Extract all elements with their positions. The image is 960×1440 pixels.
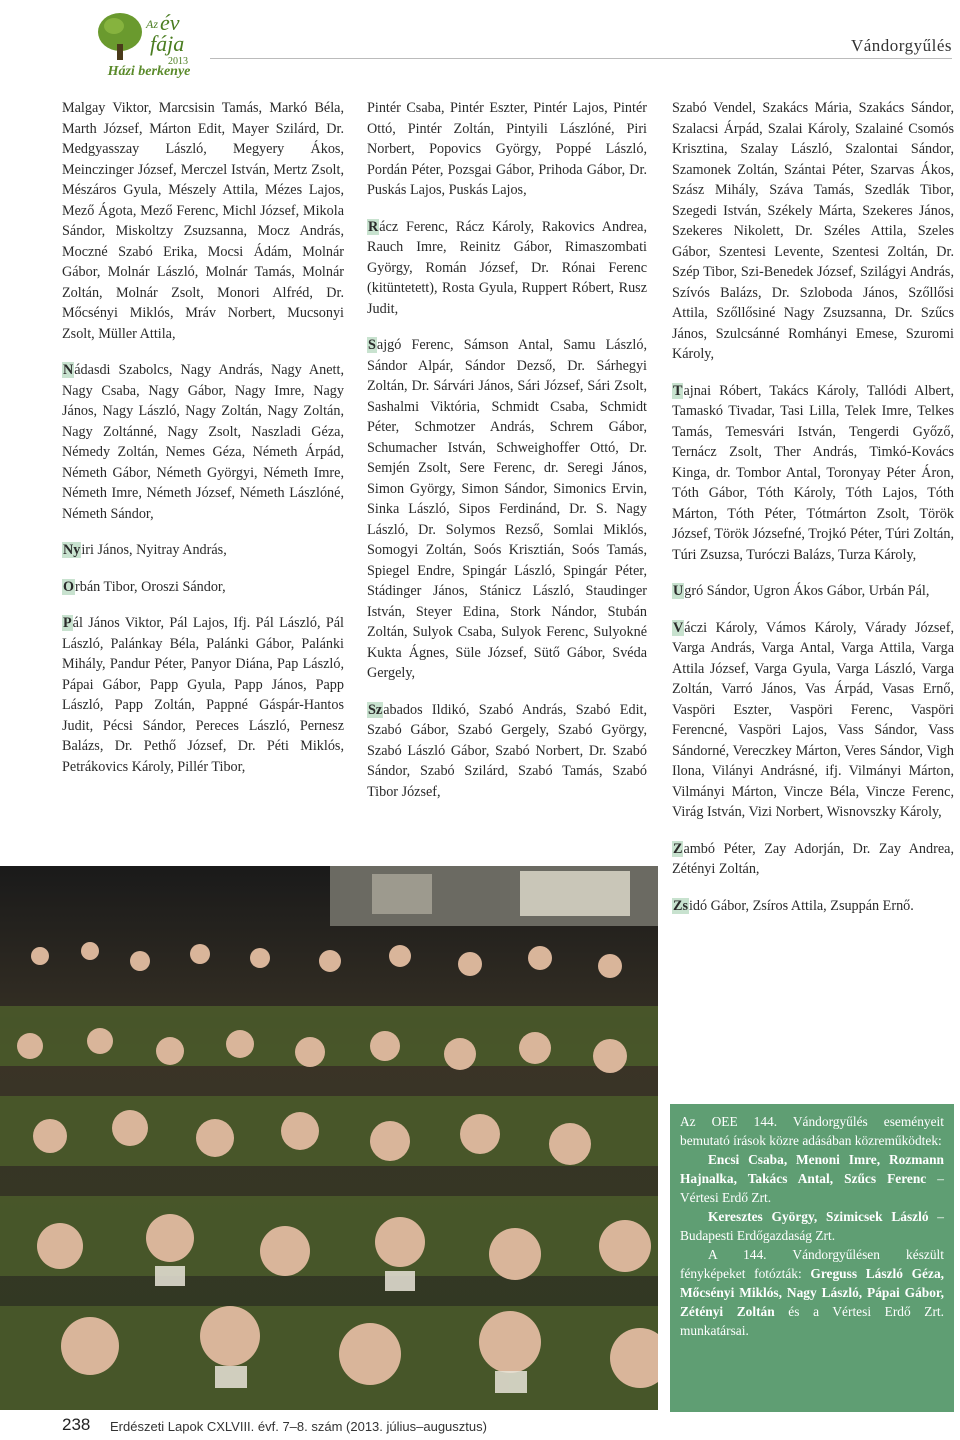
initial-letter: Z bbox=[673, 840, 683, 857]
logo-subtitle: Házi berkenye bbox=[107, 64, 191, 79]
names-text: Szabó Vendel, Szakács Mária, Szakács Sándor, Szalacsi Árpád, Szalai Károly, Szalainé Csomós Krisztina, Szalay László, Szalontai Sándor, Szamonek Zoltán, Szántai Péter, Szarvas Ákos, Szász Mihály, Száva Tamás, Szedlák Tibor, Szegedi István, Székely Márta, Szekeres János, Szekeres Nikolett, Dr. Széles Attila, Szeles Gábor, Szentesi Levente, Szentesi Zoltán, Dr. Szép Tibor, Szi-Benedek József, Szilágyi András, Szívós Balázs, Dr. Szloboda János, Szőllősi Attila, Szőllősiné Nagy Zsuzsanna, Dr. Szűcs János, Szulcsánné Romhányi Emese, Szuromi Károly, bbox=[672, 100, 954, 362]
names-text: Pintér Csaba, Pintér Eszter, Pintér Lajos, Pintér Ottó, Pintér Zoltán, Pintyili Lászlóné, Piri Norbert, Popovics György, Poppé László, Pordán Péter, Pozsgai Gábor, Prihoda Gábor, Dr. Puskás Lajos, Puskás Lajos, bbox=[367, 100, 647, 198]
name-paragraph bbox=[62, 540, 344, 561]
column-3 bbox=[672, 98, 954, 932]
initial-letter: R bbox=[368, 218, 379, 235]
name-paragraph bbox=[367, 335, 647, 684]
header-rule bbox=[210, 58, 952, 59]
initial-letter: Zs bbox=[673, 897, 688, 914]
name-paragraph bbox=[367, 217, 647, 320]
credits-photo-intro: A 144. Vándorgyűlésen készült fényképeket fotózták: bbox=[680, 1247, 944, 1281]
name-paragraph bbox=[672, 896, 954, 917]
credits-names: Encsi Csaba, Menoni Imre, Rozmann Hajnalka, Takács Antal, Szűcs Ferenc bbox=[680, 1152, 944, 1186]
audience-photo-image bbox=[0, 866, 658, 1410]
credits-org: és a Vértesi Erdő Zrt. munkatársai. bbox=[680, 1304, 945, 1338]
names-text: ádasdi Szabolcs, Nagy András, Nagy Anett, Nagy Csaba, Nagy Gábor, Nagy Imre, Nagy János, Nagy László, Nagy Zoltán, Nagy Zoltán, Nagy Zoltánné, Nagy Zsolt, Naszladi Géza, Némedy Zoltán, Nemes Géza, Németh Árpád, Németh Gábor, Németh Györgyi, Németh Imre, Németh Imre, Németh József, Németh Lászlóné, Németh Sándor, bbox=[62, 362, 344, 522]
names-text: Malgay Viktor, Marcsisin Tamás, Markó Béla, Marth József, Márton Edit, Mayer Szilárd, Dr. Medgyasszay László, Megyery Ákos, Meinczinger József, Merczel István, Mertz Zsolt, Mészáros Gyula, Mészely Attila, Mézes Lajos, Mező Ágota, Mező Ferenc, Michl József, Mikola Sándor, Miskoltzy Zsuzsanna, Mocz András, Moczné Szabó Erika, Mocsi Ádám, Molnár Gábor, Molnár László, Molnár Tamás, Molnár Zoltán, Molnár Zsolt, Monori Alfréd, Dr. Mőcsényi Miklós, Mráv Norbert, Mucsonyi Zsolt, Müller Attila, bbox=[62, 100, 344, 342]
credits-org: – Vértesi Erdő Zrt. bbox=[680, 1171, 944, 1205]
logo-year: 2013 bbox=[168, 56, 188, 67]
initial-letter: N bbox=[63, 362, 74, 378]
names-text: iri János, Nyitray András, bbox=[81, 542, 227, 558]
logo-az: Az bbox=[146, 17, 158, 31]
name-paragraph bbox=[62, 360, 344, 524]
name-paragraph bbox=[672, 98, 954, 365]
initial-letter: U bbox=[673, 583, 684, 599]
name-paragraph bbox=[672, 381, 954, 566]
names-text: ácz Ferenc, Rácz Károly, Rakovics Andrea, Rauch Imre, Reinitz Gábor, Rimaszombati György, Román József, Dr. Rónai Ferenc (kitüntetett), Rosta Gyula, Ruppert Róbert, Rusz Judit, bbox=[367, 218, 647, 317]
page-number: 238 bbox=[62, 1415, 91, 1434]
names-text: gró Sándor, Ugron Ákos Gábor, Urbán Pál, bbox=[684, 583, 930, 599]
initial-letter: O bbox=[63, 578, 75, 595]
name-paragraph bbox=[367, 700, 647, 803]
journal-citation: Erdészeti Lapok CXLVIII. évf. 7–8. szám (2013. július–augusztus) bbox=[110, 1419, 487, 1434]
names-text: idó Gábor, Zsíros Attila, Zsuppán Ernő. bbox=[688, 897, 914, 914]
logo-ev: év bbox=[160, 10, 180, 35]
name-paragraph bbox=[62, 577, 344, 598]
names-text: ajgó Ferenc, Sámson Antal, Samu László, Sándor Alpár, Sándor Dezső, Dr. Sárhegyi Zoltán, Dr. Sárvári János, Sári József, Sári Zsolt, Sashalmi Viktória, Schmidt Csaba, Schmidt Péter, Schmotzer András, Schrem Gábor, Schumacher István, Schweighoffer Ottó, Dr. Semjén Zsolt, Sere Ferenc, dr. Seregi János, Simon György, Simon Sándor, Simonics Ervin, Sinka László, Sipos Ferdinánd, Dr. S. Nagy László, Dr. Solymos Rezső, Somlai Miklós, Somogyi Zoltán, Soós Krisztián, Soós Tamás, Spiegel Endre, Spingár László, Spingár Péter, Stádinger János, Stánicz László, Staudinger István, Steyer Edina, Stork Nándor, Stubán Zoltán, Sulyok Csaba, Sulyok Ferenc, Sulyokné Kukta Ágnes, Süle József, Sütő Gábor, Svéda Gergely, bbox=[367, 337, 647, 681]
credits-names: Greguss László Géza, Mőcsényi Miklós, Nagy László, Pápai Gábor, Zétényi Zoltán bbox=[680, 1266, 944, 1319]
name-paragraph bbox=[62, 613, 344, 777]
credits-org: – Budapesti Erdőgazdaság Zrt. bbox=[680, 1209, 945, 1243]
names-text: ál János Viktor, Pál Lajos, Ifj. Pál László, Pál László, Palánkay Béla, Palánki Gábor, Palánki Mihály, Pandur Péter, Panyor Diána, Pap László, Pápai Gábor, Papp Gyula, Papp János, Papp László, Papp Zoltán, Pappné Gáspár-Hantos Judit, Pécsi Sándor, Pereces László, Pernesz Balázs, Dr. Pethő József, Dr. Péti Miklós, Petrákovics Károly, Pillér Tibor, bbox=[62, 615, 344, 775]
credits-authors-budapest bbox=[680, 1207, 944, 1245]
names-text: ajnai Róbert, Takács Károly, Tallódi Albert, Tamaskó Tivadar, Tasi Lilla, Telek Imre, Telkes Tamás, Temesvári István, Tengerdi Győző, Ternácz Zsolt, Ther András, Timkó-Kovács Kinga, dr. Tombor Antal, Toronyay Péter Áron, Tóth Gábor, Tóth Károly, Tóth Lajos, Tóth Márton, Tóth Péter, Tótmárton Zsolt, Török József, Török Józsefné, Trojkó Péter, Túri Zoltán, Túri Zsuzsa, Turóczi Balázs, Turza Károly, bbox=[672, 382, 954, 563]
initial-letter: T bbox=[673, 382, 683, 399]
column-1 bbox=[62, 98, 344, 793]
credits-intro: Az OEE 144. Vándorgyűlés eseményeit bemutató írások közre adásában közreműködtek: bbox=[680, 1114, 944, 1148]
initial-letter: Sz bbox=[368, 701, 383, 718]
initial-letter: Ny bbox=[63, 542, 81, 558]
names-text: áczi Károly, Vámos Károly, Várady József, Varga András, Varga Antal, Varga Attila, Varga Attila József, Varga Gyula, Varga László, Varga Zoltán, Varró János, Vas Árpád, Vasas Ernő, Vaspöri Eszter, Vaspöri Ferenc, Vaspöri Ferencné, Vaspöri Lajos, Vass Sándor, Vass Sándorné, Vereczkey Márton, Veres Sándor, Vigh Ilona, Vilányi Andrásné, ifj. Vilmányi Márton, Vilmányi Márton, Vincze Béla, Vincze Ferenc, Virág István, Vizi Norbert, Wisnovszky Károly, bbox=[672, 619, 954, 820]
names-text: ambó Péter, Zay Adorján, Dr. Zay Andrea, Zétényi Zoltán, bbox=[672, 840, 954, 877]
name-paragraph bbox=[367, 98, 647, 201]
initial-letter: P bbox=[63, 615, 72, 631]
logo-faja: fája bbox=[150, 31, 185, 56]
audience-photo bbox=[0, 866, 658, 1410]
name-paragraph bbox=[62, 98, 344, 344]
name-paragraph bbox=[672, 618, 954, 823]
initial-letter: V bbox=[673, 619, 684, 636]
credits-authors-vertes bbox=[680, 1150, 944, 1207]
initial-letter: S bbox=[368, 337, 376, 353]
name-paragraph bbox=[672, 581, 954, 602]
column-2 bbox=[367, 98, 647, 818]
credits-photographers bbox=[680, 1245, 944, 1340]
credits-box bbox=[670, 1104, 954, 1412]
tree-logo-icon bbox=[94, 4, 214, 70]
credits-names: Keresztes György, Szimicsek László bbox=[708, 1209, 929, 1224]
names-text: abados Ildikó, Szabó András, Szabó Edit, Szabó Gábor, Szabó Gergely, Szabó György, Szabó László Gábor, Szabó Norbert, Dr. Szabó Sándor, Szabó Szilárd, Szabó Tamás, Szabó Tibor József, bbox=[367, 701, 647, 800]
name-paragraph bbox=[672, 839, 954, 880]
names-text: rbán Tibor, Oroszi Sándor, bbox=[75, 578, 226, 595]
section-title: Vándorgyűlés bbox=[850, 36, 952, 55]
